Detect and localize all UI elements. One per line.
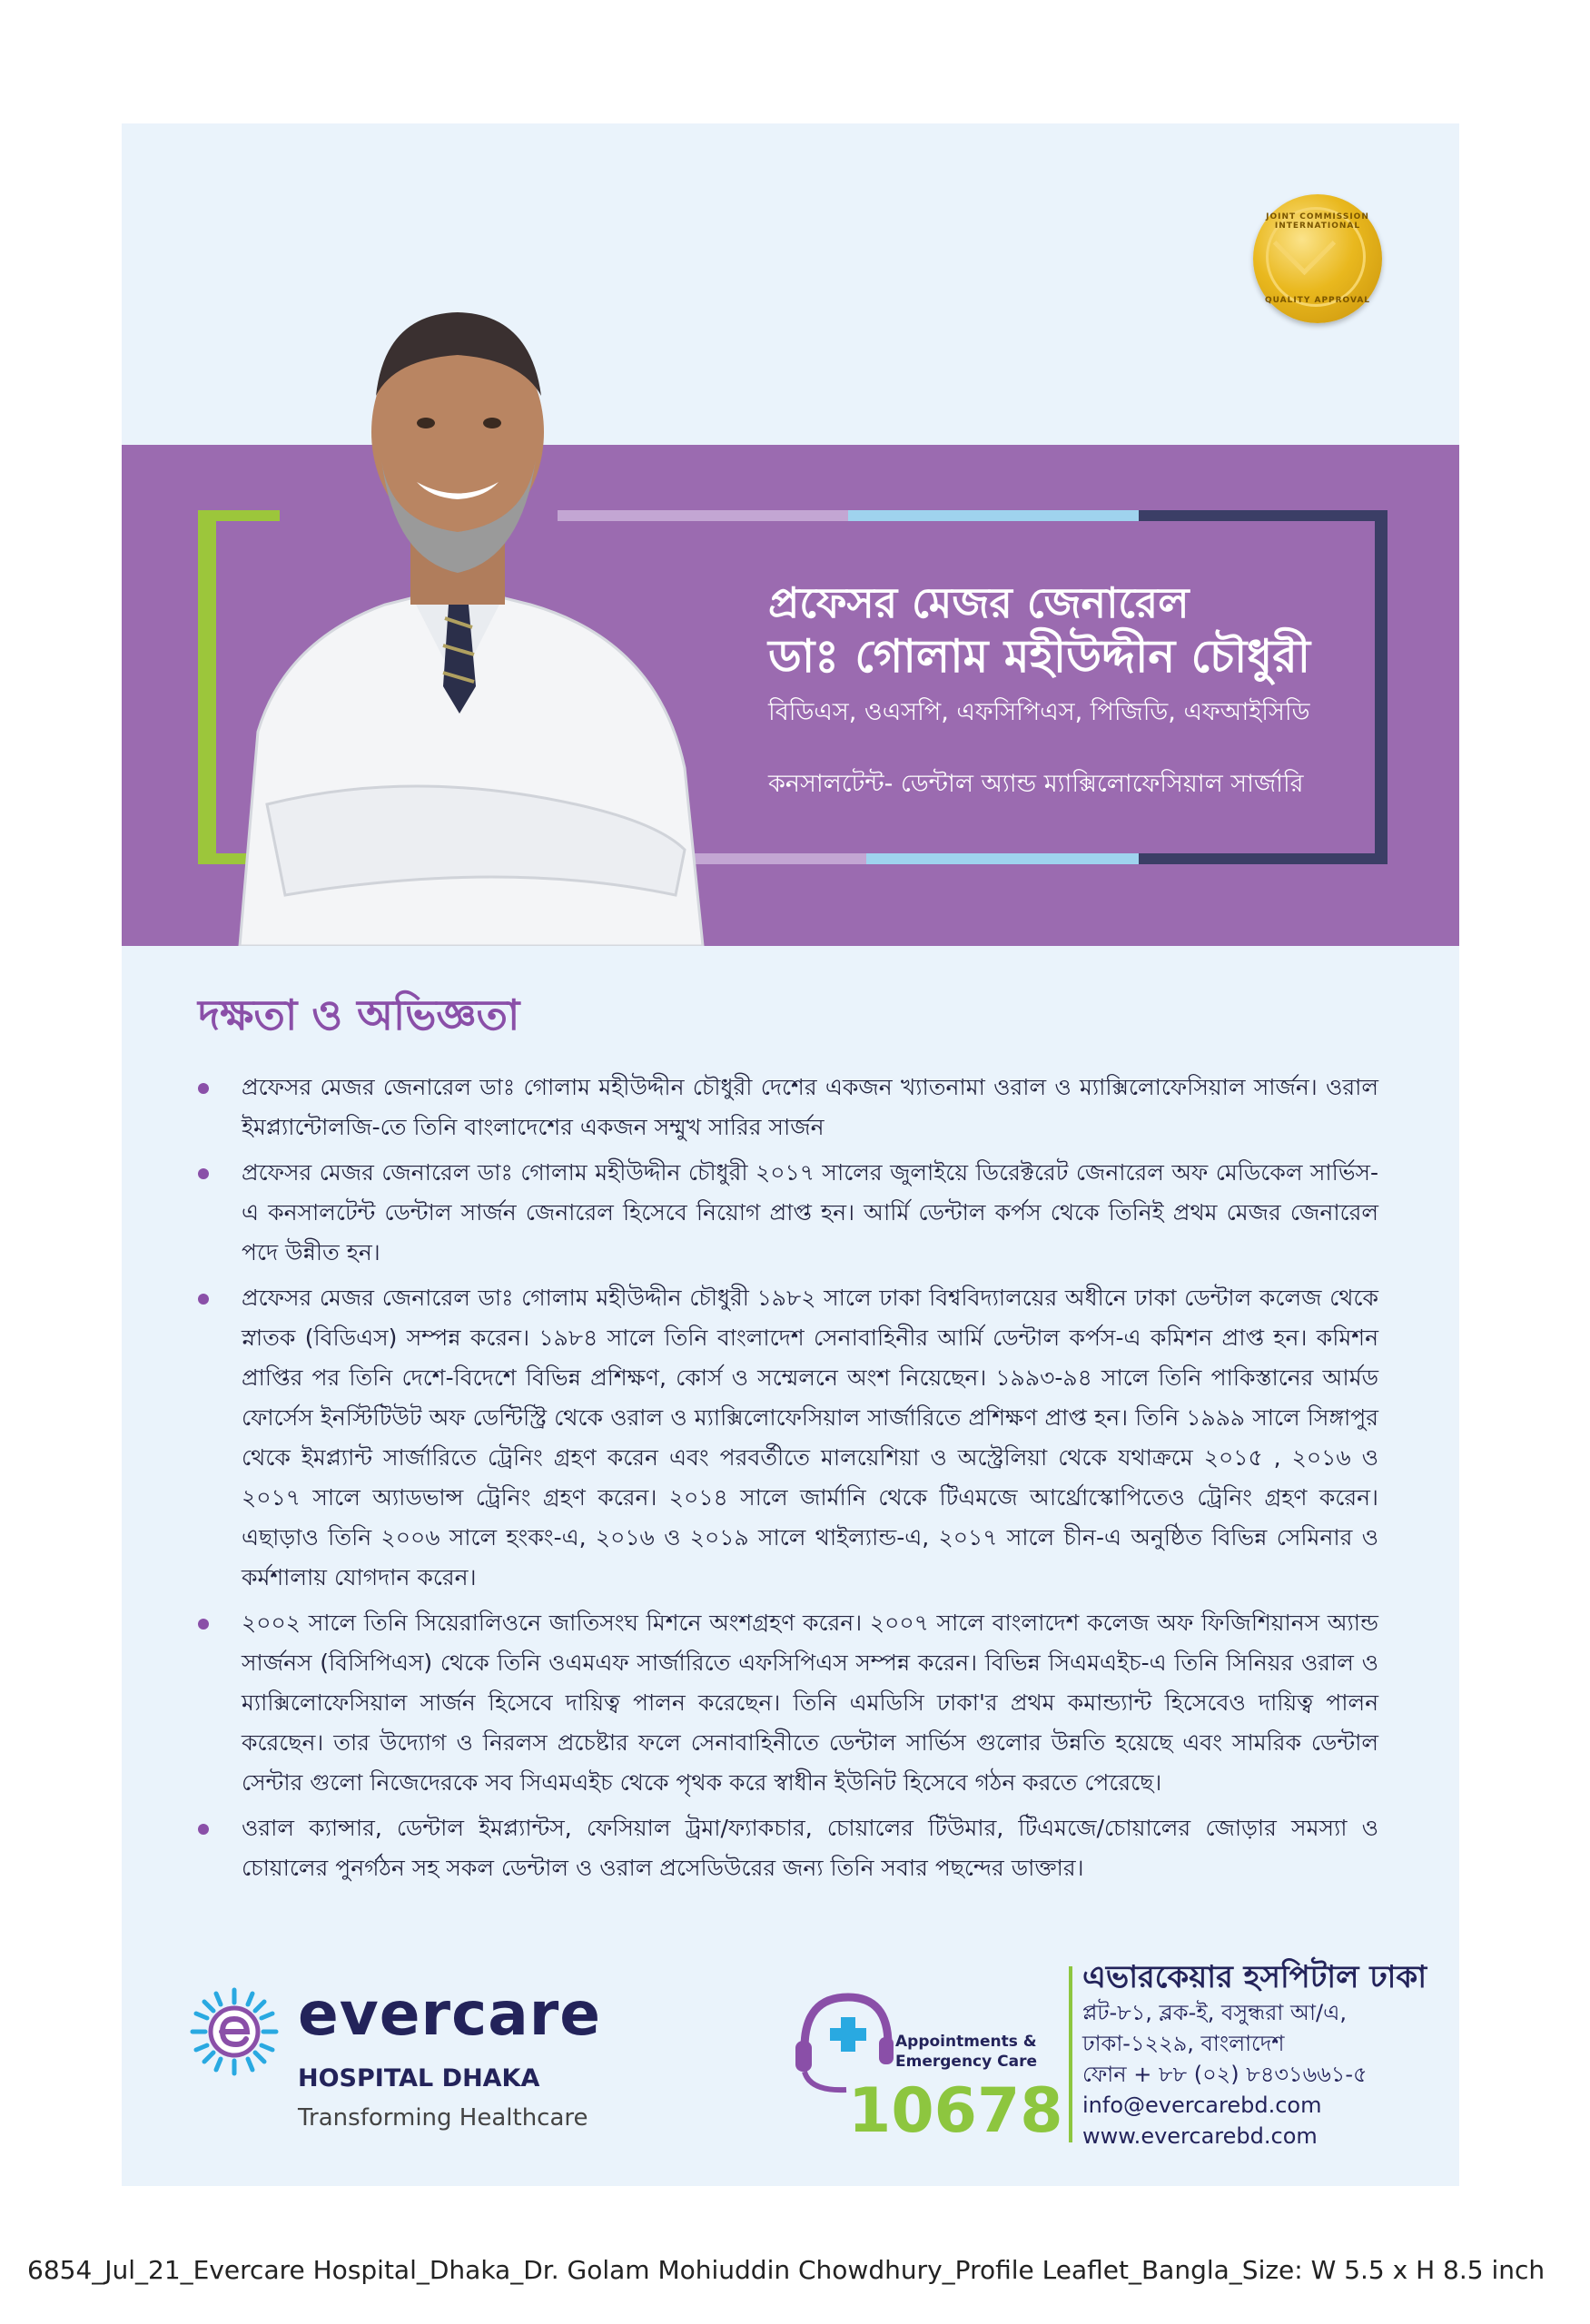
frame-right-bar	[1375, 510, 1388, 864]
frame-bottom-blue	[866, 853, 1139, 864]
seal-top-text: JOINT COMMISSION INTERNATIONAL	[1266, 212, 1369, 231]
doctor-rank: প্রফেসর মেজর জেনারেল	[768, 578, 1190, 627]
jci-seal	[1253, 194, 1382, 323]
contact-phone: ফোন + ৮৮ (০২) ৮৪৩১৬৬১-৫	[1082, 2062, 1368, 2087]
frame-left-bar	[198, 510, 216, 864]
brand-subtitle: HOSPITAL DHAKA	[298, 2064, 540, 2093]
contact-email: info@evercarebd.com	[1082, 2093, 1322, 2118]
hotline-label-line1: Appointments &	[895, 2033, 1037, 2051]
seal-bottom-text: QUALITY APPROVAL	[1264, 296, 1371, 305]
frame-bottom-navy	[1139, 853, 1388, 864]
hotline-block	[794, 1975, 1066, 2157]
hotline-label	[895, 2032, 1037, 2072]
doctor-specialty: কনসালটেন্ট- ডেন্টাল অ্যান্ড ম্যাক্সিলোফেসিয়াল সার্জারি	[768, 770, 1304, 798]
list-item: ওরাল ক্যান্সার, ডেন্টাল ইমপ্ল্যান্টস, ফেসিয়াল ট্রমা/ফ্যাকচার, চোয়ালের টিউমার, টিএমজে/চোয়ালের জোড়ার সমস্যা ও চোয়ালের পুনর্গঠন সহ সকল ডেন্টাল ও ওরাল প্রসেডিউরের জন্য তিনি সবার পছন্দের ডাক্তার।	[198, 1808, 1378, 1888]
brand-tagline: Transforming Healthcare	[298, 2104, 588, 2132]
contact-block	[1082, 1957, 1455, 2152]
hotline-label-line2: Emergency Care	[895, 2053, 1037, 2071]
list-item: প্রফেসর মেজর জেনারেল ডাঃ গোলাম মহীউদ্দীন চৌধুরী দেশের একজন খ্যাতনামা ওরাল ও ম্যাক্সিলোফেসিয়াল সার্জন। ওরাল ইমপ্ল্যান্টোলজি-তে তিনি বাংলাদেশের একজন সম্মুখ সারির সার্জন	[198, 1068, 1378, 1147]
leaflet-sheet	[122, 123, 1459, 2186]
contact-address-line2: ঢাকা-১২২৯, বাংলাদেশ	[1082, 2031, 1285, 2056]
experience-list	[198, 1068, 1378, 1894]
section-heading: দক্ষতা ও অভিজ্ঞতা	[198, 990, 520, 1039]
brand-name: evercare	[298, 1979, 602, 2049]
list-item: প্রফেসর মেজর জেনারেল ডাঃ গোলাম মহীউদ্দীন চৌধুরী ১৯৮২ সালে ঢাকা বিশ্ববিদ্যালয়ের অধীনে ঢাকা ডেন্টাল কলেজ থেকে স্নাতক (বিডিএস) সম্পন্ন করেন। ১৯৮৪ সালে তিনি বাংলাদেশ সেনাবাহিনীর আর্মি ডেন্টাল কর্পস-এ কমিশন প্রাপ্ত হন। কমিশন প্রাপ্তির পর তিনি দেশে-বিদেশে বিভিন্ন প্রশিক্ষণ, কোর্স ও সম্মেলনে অংশ নিয়েছেন। ১৯৯৩-৯৪ সালে তিনি পাকিস্তানের আর্মড ফোর্সেস ইনস্টিটিউট অফ ডেন্টিস্ট্রি থেকে ওরাল ও ম্যাক্সিলোফেসিয়াল সার্জারিতে প্রশিক্ষণ প্রাপ্ত হন। তিনি ১৯৯৯ সালে সিঙ্গাপুর থেকে ইমপ্ল্যান্ট সার্জারিতে ট্রেনিং গ্রহণ করেন এবং পরবর্তীতে মালয়েশিয়া ও অস্ট্রেলিয়া থেকে যথাক্রমে ২০১৫ , ২০১৬ ও ২০১৭ সালে অ্যাডভান্স ট্রেনিং গ্রহণ করেন। ২০১৪ সালে জার্মানি থেকে টিএমজে আর্থ্রোস্কোপিতেও ট্রেনিং গ্রহণ করেন। এছাড়াও তিনি ২০০৬ সালে হংকং-এ, ২০১৬ ও ২০১৯ সালে থাইল্যান্ড-এ, ২০১৭ সালে চীন-এ অনুষ্ঠিত বিভিন্ন সেমিনার ও কর্মশালায় যোগদান করেন।	[198, 1278, 1378, 1598]
doctor-name: ডাঃ গোলাম মহীউদ্দীন চৌধুরী	[768, 630, 1311, 683]
frame-top-navy	[1139, 510, 1388, 521]
frame-top-blue	[848, 510, 1139, 521]
contact-address-line1: প্লট-৮১, ব্লক-ই, বসুন্ধরা আ/এ,	[1082, 2000, 1347, 2025]
contact-title: এভারকেয়ার হসপিটাল ঢাকা	[1082, 1959, 1427, 1995]
list-item: ২০০২ সালে তিনি সিয়েরালিওনে জাতিসংঘ মিশনে অংশগ্রহণ করেন। ২০০৭ সালে বাংলাদেশ কলেজ অফ ফিজিশিয়ানস অ্যান্ড সার্জনস (বিসিপিএস) থেকে তিনি ওএমএফ সার্জারিতে এফসিপিএস সম্পন্ন করেন। বিভিন্ন সিএমএইচ-এ তিনি সিনিয়র ওরাল ও ম্যাক্সিলোফেসিয়াল সার্জন হিসেবে দায়িত্ব পালন করেছেন। তিনি এমডিসি ঢাকা'র প্রথম কমান্ড্যান্ট হিসেবেও দায়িত্ব পালন করেছেন। তার উদ্যোগ ও নিরলস প্রচেষ্টার ফলে সেনাবাহিনীতে ডেন্টাল সার্ভিস গুলোর উন্নতি হয়েছে এবং সামরিক ডেন্টাল সেন্টার গুলো নিজেদেরকে সব সিএমএইচ থেকে পৃথক করে স্বাধীন ইউনিট হিসেবে গঠন করতে পেরেছে।	[198, 1603, 1378, 1803]
doctor-degrees: বিডিএস, ওএসপি, এফসিপিএস, পিজিডি, এফআইসিডি	[768, 698, 1310, 726]
list-item: প্রফেসর মেজর জেনারেল ডাঃ গোলাম মহীউদ্দীন চৌধুরী ২০১৭ সালের জুলাইয়ে ডিরেক্টরেট জেনারেল অফ মেডিকেল সার্ভিস-এ কনসালটেন্ট ডেন্টাল সার্জন জেনারেল হিসেবে নিয়োগ প্রাপ্ত হন। আর্মি ডেন্টাল কর্পস থেকে তিনিই প্রথম মেজর জেনারেল পদে উন্নীত হন।	[198, 1153, 1378, 1273]
evercare-brand	[189, 1966, 643, 2148]
contact-divider	[1069, 1966, 1072, 2142]
evercare-logo-icon	[189, 1986, 280, 2077]
contact-website: www.evercarebd.com	[1082, 2123, 1318, 2149]
hotline-number: 10678	[848, 2075, 1063, 2147]
doctor-portrait	[231, 260, 739, 946]
file-label: 6854_Jul_21_Evercare Hospital_Dhaka_Dr. Golam Mohiuddin Chowdhury_Profile Leaflet_Bangla_Size: W 5.5 x H 8.5 inch	[27, 2255, 1546, 2285]
doctor-name-block	[768, 577, 1368, 806]
doctor-portrait-illustration	[231, 260, 739, 946]
